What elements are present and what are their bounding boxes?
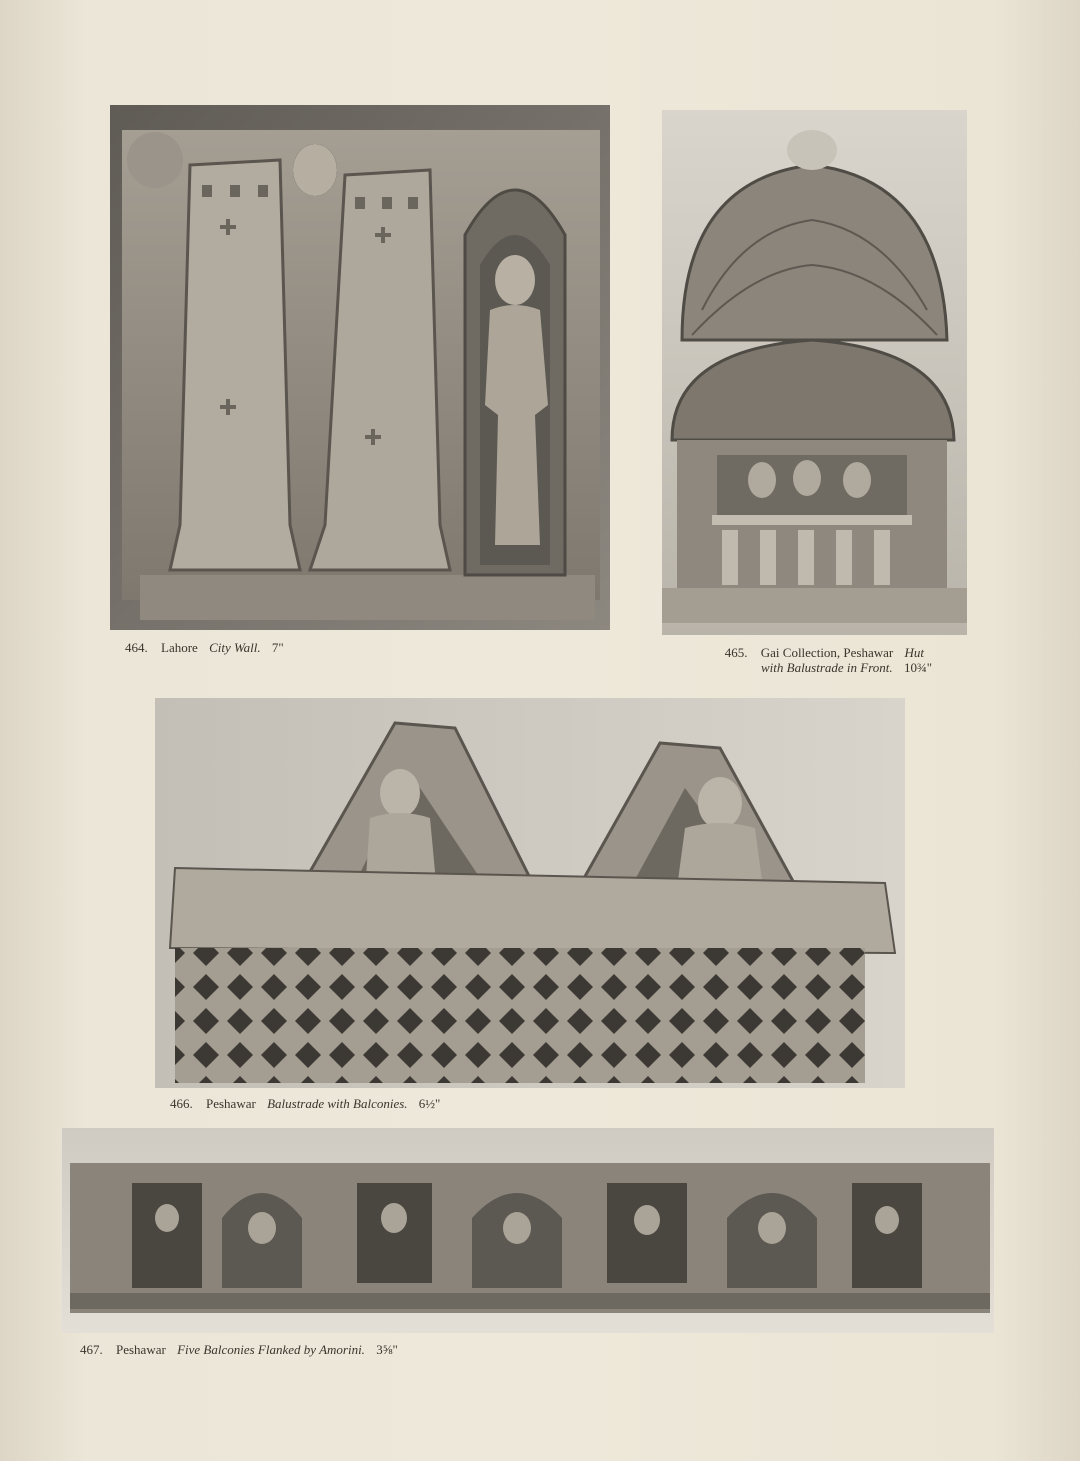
caption-plate-466 [170, 1096, 440, 1111]
plate-size: 6½" [418, 1096, 441, 1111]
plate-number: 466. [170, 1096, 193, 1111]
plate-number: 465. [724, 645, 748, 660]
plate-location: Peshawar [206, 1096, 256, 1111]
plate-size: 10¾" [903, 660, 932, 675]
plate-location: Gai Collection, Peshawar [760, 645, 894, 660]
plate-location: Lahore [161, 640, 198, 655]
plate-location: Peshawar [116, 1342, 166, 1357]
photo-hut [662, 110, 967, 635]
plate-title: City Wall. [209, 640, 261, 655]
plate-title-line2: with Balustrade in Front. [760, 660, 893, 675]
plate-title: Balustrade with Balconies. [267, 1096, 408, 1111]
caption-plate-467 [80, 1342, 398, 1357]
photo-city-wall [110, 105, 610, 630]
photo-five-balconies [62, 1128, 994, 1333]
plate-title: Five Balconies Flanked by Amorini. [177, 1342, 365, 1357]
caption-plate-464 [125, 640, 284, 655]
plate-number: 464. [125, 640, 148, 655]
plate-size: 3⅝" [376, 1342, 398, 1357]
photo-balustrade [155, 698, 905, 1088]
plate-number: 467. [80, 1342, 103, 1357]
plate-size: 7" [271, 640, 284, 655]
caption-plate-465 [662, 645, 932, 675]
plate-title-line1: Hut [904, 645, 924, 660]
